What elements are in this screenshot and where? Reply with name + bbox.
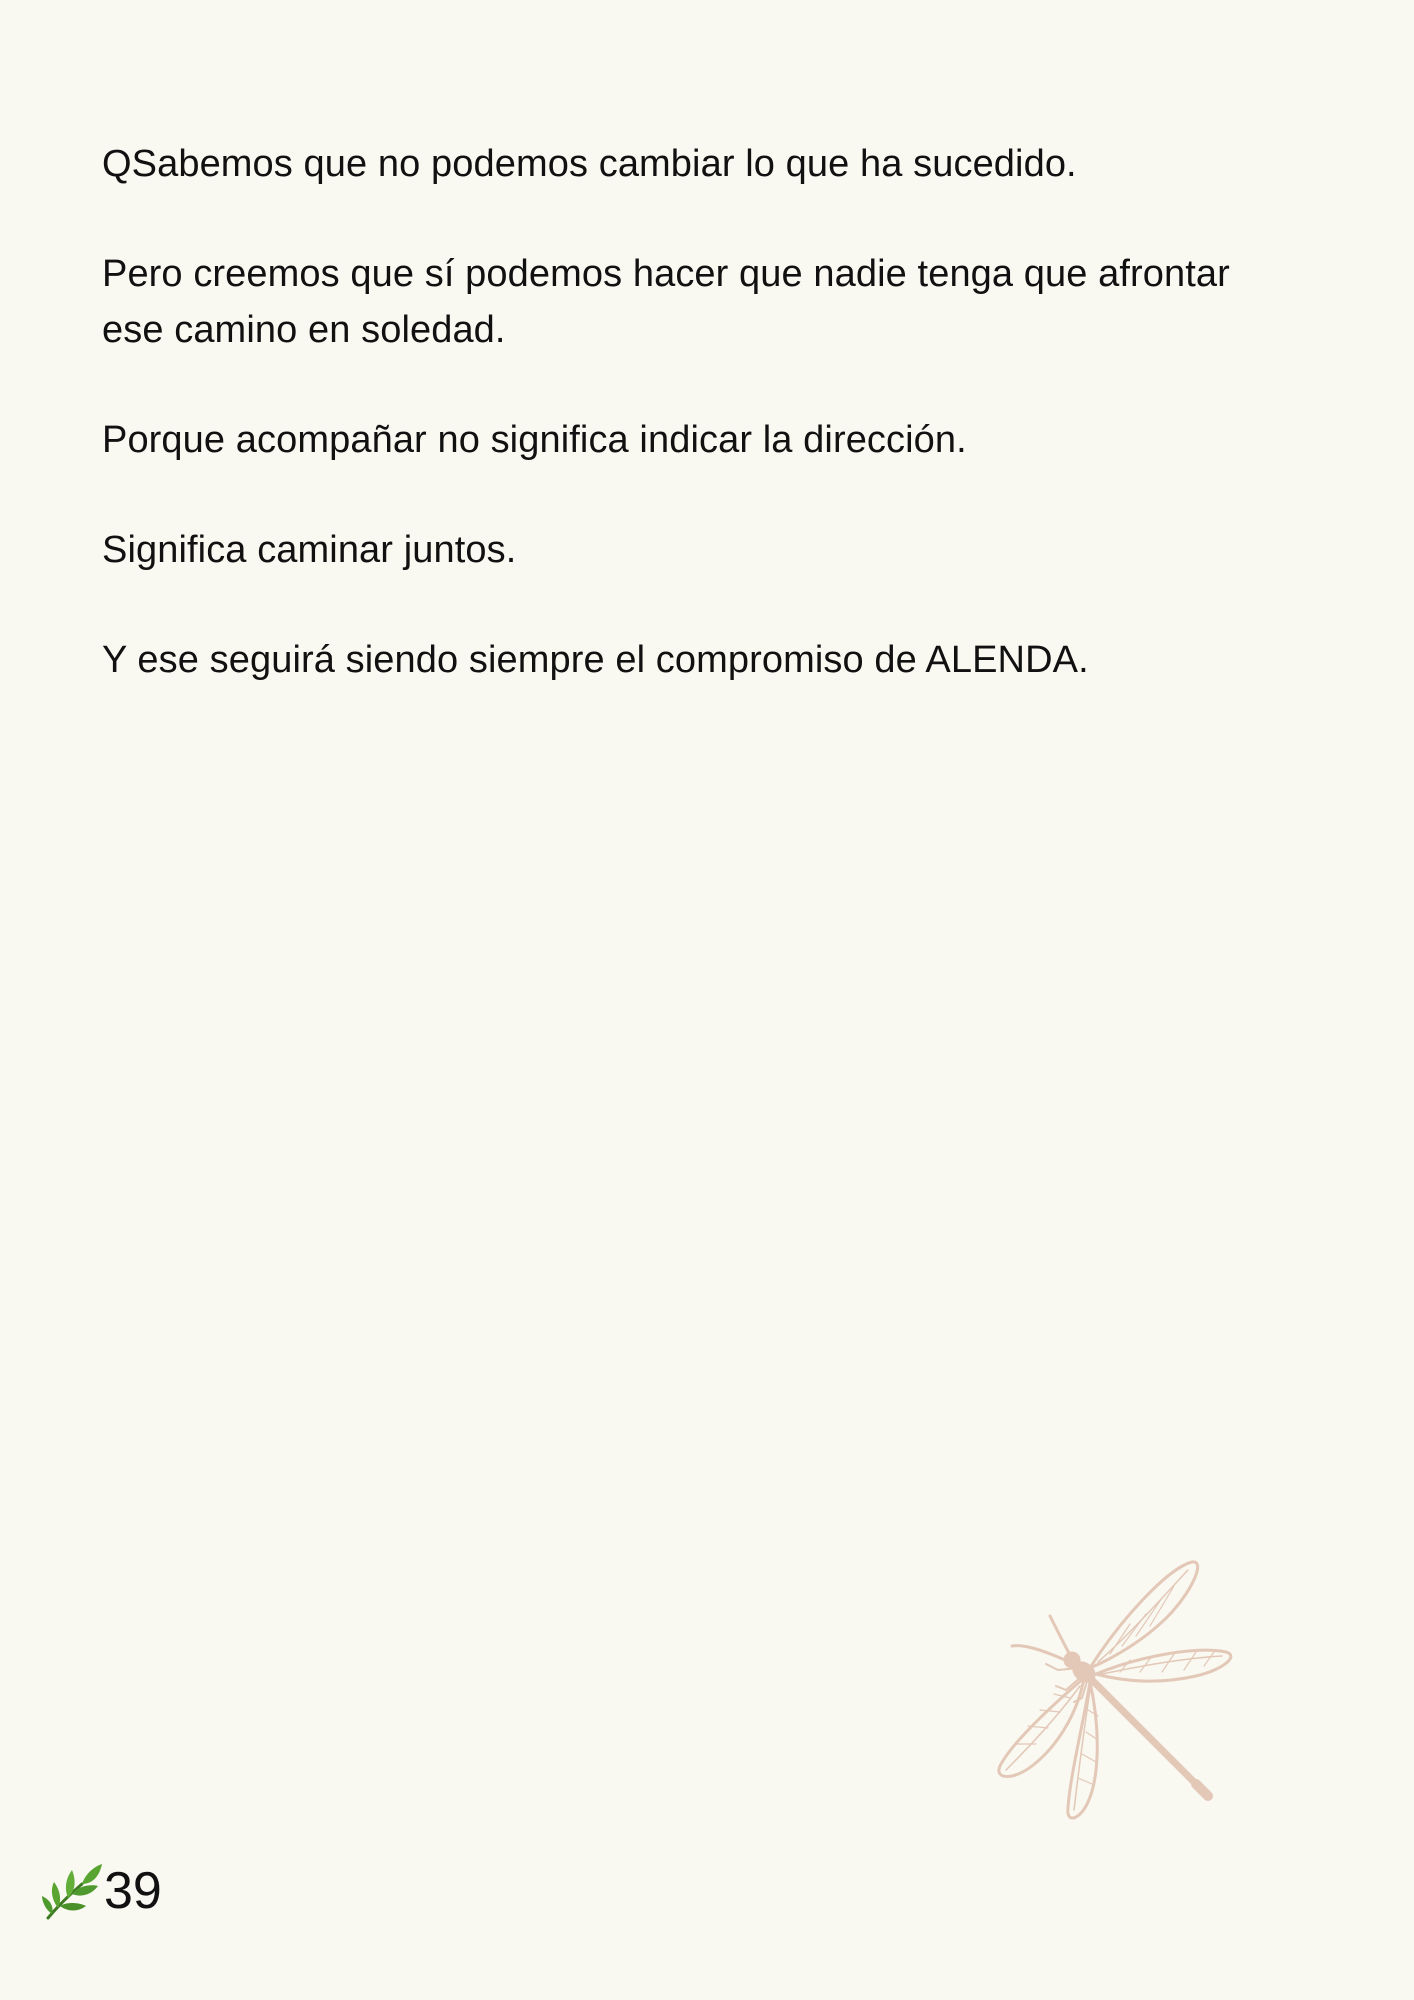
paragraph-2: Pero creemos que sí podemos hacer que nadie tenga que afrontar ese camino en soledad. (102, 253, 1230, 351)
page-number: 39 (104, 1862, 162, 1920)
leaf-icon (38, 1858, 104, 1924)
paragraph-4: Significa caminar juntos. (102, 529, 517, 571)
paragraph-3: Porque acompañar no significa indicar la dirección. (102, 419, 967, 461)
paragraph-1: QSabemos que no podemos cambiar lo que ha sucedido. (102, 143, 1077, 185)
page-footer (38, 1856, 162, 1926)
dragonfly-icon (960, 1540, 1240, 1830)
page-body-text (102, 136, 1302, 742)
paragraph-5: Y ese seguirá siendo siempre el compromiso de ALENDA. (102, 639, 1089, 681)
